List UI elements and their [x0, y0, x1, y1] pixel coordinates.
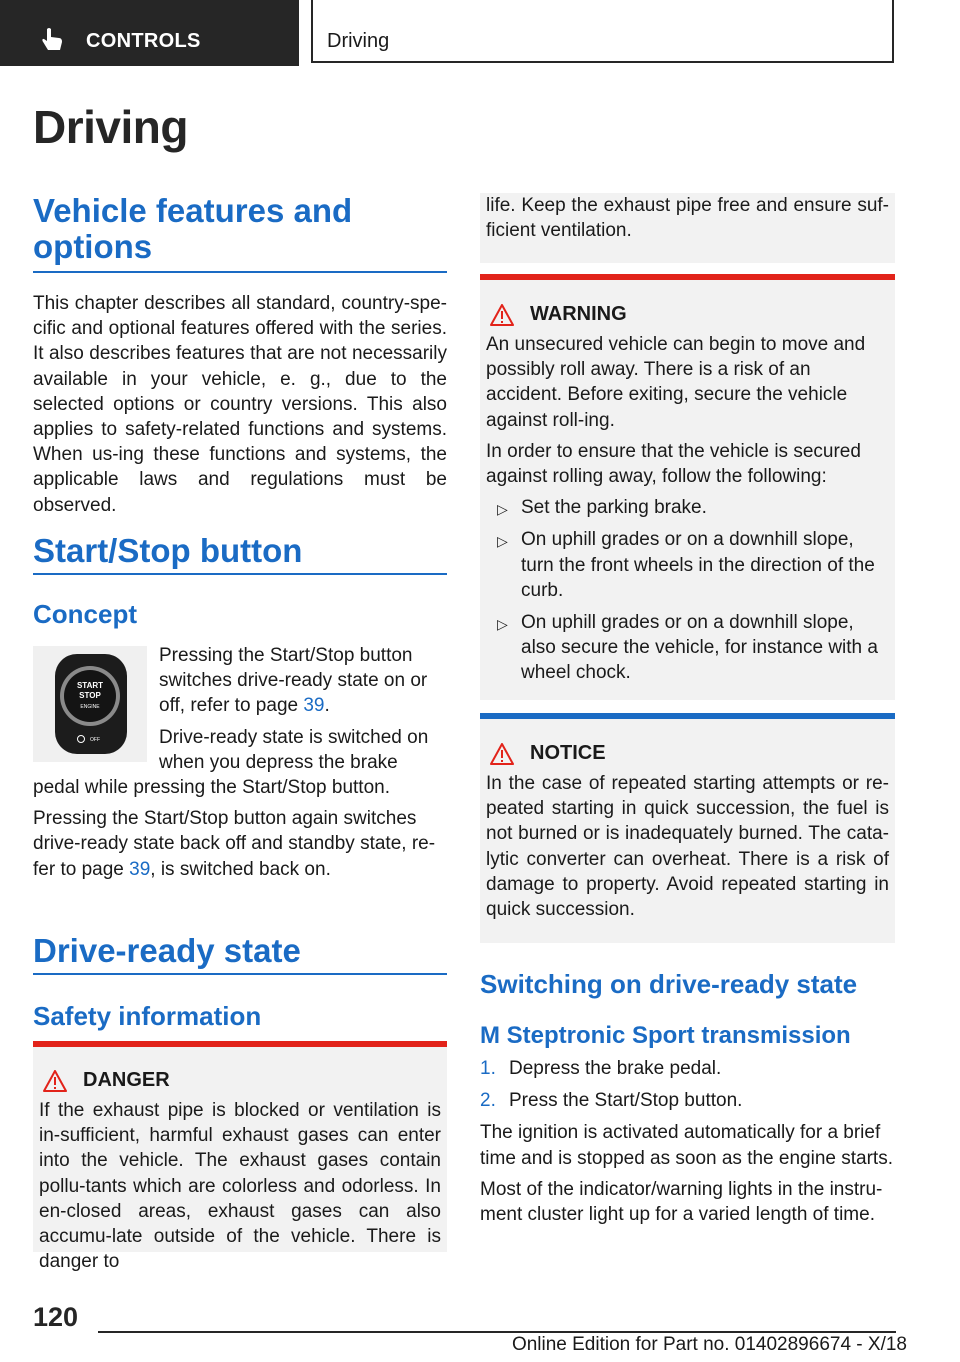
- warning-triangle-icon: [490, 304, 514, 326]
- triangle-bullet-icon: ▷: [497, 616, 508, 633]
- warning-bullet-list: [486, 495, 889, 685]
- list-item: [480, 1056, 895, 1081]
- warning-paragraph-1: An unsecured vehicle can begin to move and possibly roll away. There is a risk of an accident. Before exiting, secure the vehicle against roll-ing.: [486, 334, 866, 431]
- step-text: Press the Start/Stop button.: [509, 1090, 743, 1112]
- start-stop-button-image: [33, 646, 147, 762]
- concept-paragraph-3: [33, 806, 447, 882]
- steps-list: [480, 1056, 895, 1113]
- warning-triangle-icon: [43, 1070, 67, 1092]
- warning-paragraph-2: In order to ensure that the vehicle is secured against rolling away, follow the following:: [486, 440, 861, 488]
- notice-title: NOTICE: [530, 742, 606, 764]
- notice-title-row: [486, 742, 889, 765]
- section-rule: [33, 271, 447, 273]
- vehicle-features-heading: Vehicle features and options: [33, 192, 353, 265]
- subsection-label: Driving: [327, 30, 390, 52]
- danger-title-row: [39, 1069, 441, 1092]
- vehicle-features-body: This chapter describes all standard, country-spe-cific and optional features offered with the series. It also describes features that are not necessarily available in your vehicle, e. g., due to the selected options or country versions. This also applies to safety-related functions and systems. When us-ing these functions and systems, the applicable laws and regulations must be observed.: [33, 293, 447, 516]
- safety-info-heading: Safety information: [33, 1001, 262, 1031]
- list-item: [486, 495, 889, 520]
- vehicle-features-section: [33, 193, 447, 518]
- drive-ready-heading: Drive-ready state: [33, 932, 301, 969]
- start-stop-section: [33, 533, 447, 629]
- notice-triangle-icon: [490, 743, 514, 765]
- section-rule: [33, 573, 447, 575]
- start-text: START: [76, 681, 104, 690]
- danger-title: DANGER: [83, 1069, 170, 1091]
- step-number: 1.: [480, 1058, 496, 1079]
- page-ref-link[interactable]: 39: [129, 858, 151, 880]
- concept-paragraph-1: [159, 643, 447, 719]
- list-item-text: On uphill grades or on a downhill slope, also secure the vehicle, for instance with a wheel chock.: [521, 612, 878, 684]
- section-rule: [33, 973, 447, 975]
- subsection-tab: [311, 0, 894, 63]
- warning-box: [480, 274, 895, 700]
- concept-paragraph-2-cont: pedal while pressing the Start/Stop button.: [33, 777, 391, 798]
- edition-text: Online Edition for Part no. 01402896674 - X/18: [511, 1334, 907, 1355]
- switching-on-heading: Switching on drive-ready state: [480, 969, 858, 999]
- concept-continued: [33, 775, 447, 882]
- drive-ready-section: [33, 933, 447, 1031]
- indicator-paragraph: Most of the indicator/warning lights in the instru-ment cluster light up for a varied length of time.: [480, 1178, 883, 1226]
- stop-text: STOP: [79, 691, 101, 700]
- start-stop-heading: Start/Stop button: [33, 532, 303, 569]
- ignition-paragraph: The ignition is activated automatically for a brief time and is stopped as soon as the engine starts.: [480, 1122, 893, 1169]
- notice-box: [480, 713, 895, 943]
- triangle-bullet-icon: ▷: [497, 533, 508, 550]
- concept-text-block: [159, 643, 447, 775]
- list-item-text: Set the parking brake.: [521, 497, 707, 519]
- concept-p1-text: Pressing the Start/Stop button switches drive-ready state on or off, refer to page: [159, 645, 428, 717]
- concept-p3-text: Pressing the Start/Stop button again switches drive-ready state back off and standby state, re-fer to page: [33, 808, 436, 880]
- footer-rule: [98, 1331, 896, 1333]
- section-tab: [0, 0, 299, 66]
- concept-p1-end: .: [324, 695, 330, 717]
- concept-heading: Concept: [33, 599, 137, 629]
- step-number: 2.: [480, 1090, 496, 1112]
- pointing-hand-icon: [40, 27, 66, 53]
- page-ref-link[interactable]: 39: [303, 695, 325, 717]
- section-label: CONTROLS: [86, 30, 201, 52]
- steptronic-heading: M Steptronic Sport transmission: [480, 1022, 851, 1049]
- engine-text: ENGINE: [80, 704, 100, 710]
- warning-title: WARNING: [530, 303, 627, 325]
- off-text: OFF: [90, 737, 100, 743]
- danger-box-continued: [480, 193, 895, 263]
- warning-title-row: [486, 303, 889, 326]
- concept-p3-end: , is switched back on.: [150, 858, 331, 880]
- danger-body: If the exhaust pipe is blocked or ventilation is in-sufficient, harmful exhaust gases can enter into the vehicle. The exhaust gases contain pollu-tants which are colorless and odorless. In en-closed areas, exhaust gases can also accumu-late outside of the vehicle. There is danger to: [39, 1100, 441, 1273]
- concept-paragraph-2: Drive-ready state is switched on when you depress the brake: [159, 726, 429, 773]
- list-item: [480, 1088, 895, 1113]
- page-number: 120: [33, 1302, 79, 1332]
- triangle-bullet-icon: ▷: [497, 501, 508, 518]
- step-text: Depress the brake pedal.: [509, 1058, 722, 1079]
- danger-body-continued: life. Keep the exhaust pipe free and ensure suf-ficient ventilation.: [486, 195, 889, 242]
- list-item: [486, 527, 889, 603]
- list-item-text: On uphill grades or on a downhill slope, turn the front wheels in the direction of the curb.: [521, 529, 875, 601]
- danger-box: [33, 1041, 447, 1273]
- page-title: Driving: [33, 101, 188, 153]
- list-item: [486, 610, 889, 686]
- notice-body: In the case of repeated starting attempts or re-peated starting in quick succession, the fuel is not burned or is inadequately burned. The cata-lytic converter can overheat. There is a risk of damage to property. Avoid repeated starting in quick succession.: [486, 773, 889, 921]
- switching-on-section: [480, 969, 895, 1227]
